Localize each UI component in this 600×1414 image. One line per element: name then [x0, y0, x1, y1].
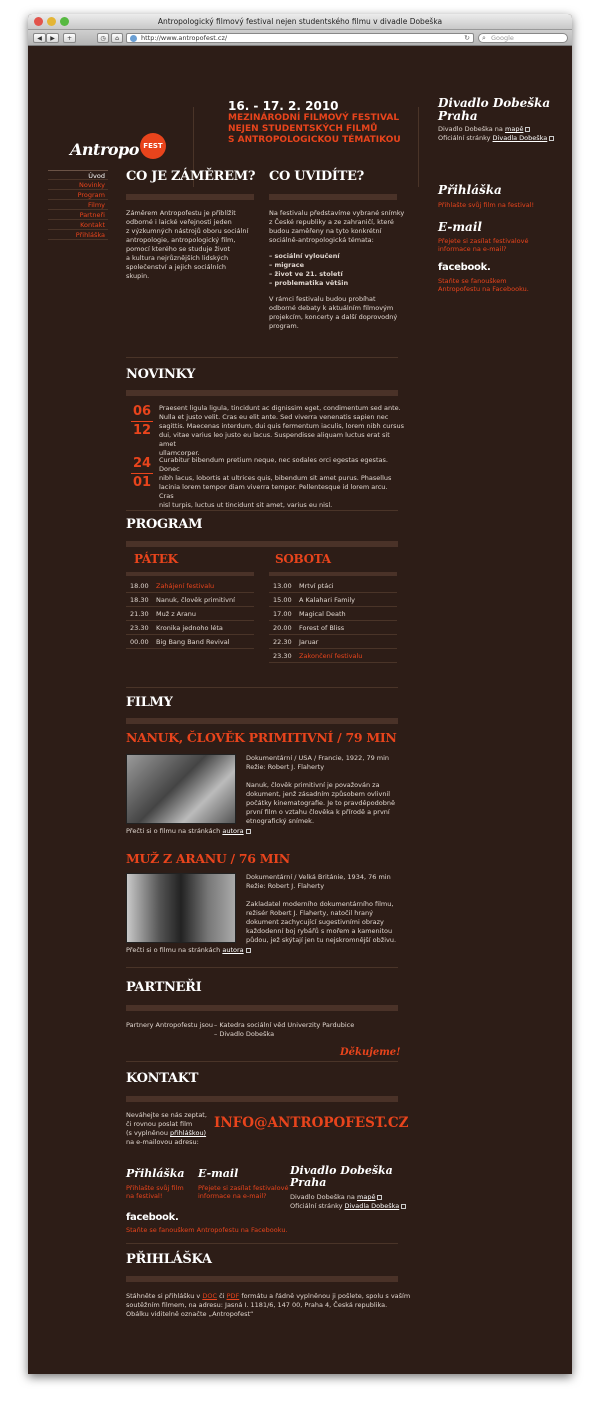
text-line: Záměrem Antropofestu je přiblížit: [126, 209, 236, 217]
text-line: informace na e-mail?: [438, 245, 507, 253]
text-line: a kultura nejrůznějších lidských: [126, 254, 229, 262]
section-bar: [126, 1005, 398, 1011]
text-line: sociálně-antropologická témata:: [269, 236, 374, 244]
topic-item: – migrace: [269, 261, 305, 269]
venue-title-line: Divadlo Dobeška: [290, 1164, 393, 1177]
side-email-title[interactable]: E-mail: [438, 220, 482, 234]
text-line: či: [219, 1292, 225, 1300]
schedule-time: 23.30: [130, 624, 149, 632]
partner-item: – Katedra sociální věd Univerzity Pardubice: [214, 1021, 355, 1029]
venue-map-link[interactable]: mapě: [357, 1193, 376, 1201]
schedule-row: [269, 650, 397, 663]
text-line: projekcím, koncerty a další doprovodný: [269, 313, 398, 321]
logo-badge: FEST: [140, 133, 166, 159]
contact-heading: KONTAKT: [126, 1071, 199, 1086]
header-divider: [418, 107, 419, 187]
text-line: Obálku viditelně označte „Antropofest“: [126, 1310, 254, 1318]
facebook-logo[interactable]: facebook.: [438, 262, 491, 273]
schedule-time: 00.00: [130, 638, 149, 646]
venue-map-link[interactable]: mapě: [505, 125, 524, 133]
text-line: (s vyplněnou: [126, 1129, 168, 1137]
side-email-link[interactable]: [438, 237, 548, 253]
contact-email[interactable]: INFO@ANTROPOFEST.CZ: [214, 1115, 409, 1131]
schedule-time: 13.00: [273, 582, 292, 590]
text-line: informace na e-mail?: [198, 1192, 267, 1200]
venue-links: [438, 125, 554, 143]
nav-item-program[interactable]: Program: [48, 190, 108, 200]
text-line: odborné debaty k aktuálním filmovým: [269, 304, 394, 312]
text-line: odborné i laické veřejnosti jeden: [126, 218, 232, 226]
schedule-row: [126, 622, 254, 635]
schedule-time: 15.00: [273, 596, 292, 604]
text-line: každodenní boj rybářů s mořem a kamenitou: [246, 927, 393, 935]
text-line: skupin.: [126, 272, 150, 280]
divider: [126, 1243, 398, 1244]
venue-site-link[interactable]: Divadla Dobeška: [492, 134, 548, 142]
section-bar: [269, 194, 397, 200]
schedule-time: 18.30: [130, 596, 149, 604]
contact-application-title[interactable]: Přihláška: [126, 1167, 185, 1180]
film-description: [246, 873, 411, 945]
close-button[interactable]: [34, 17, 43, 26]
text-line: soutěžním filmem, na adresu: Jasná I. 1181/6, 147 00, Praha 4, Česká republika.: [126, 1301, 388, 1309]
topic-item: – sociální vyloučení: [269, 252, 340, 260]
url-text: http://www.antropofest.cz/: [141, 34, 228, 42]
text-line: dui, vitae varius leo justo eu lacus. Suspendisse aliquam luctus erat sit amet: [159, 431, 390, 448]
nav-item-prihlaska[interactable]: Přihláška: [48, 230, 108, 240]
text-line: Staňte se fanouškem: [438, 277, 507, 285]
partners-list: [214, 1021, 354, 1039]
text-line: půdou, jež skýtají jen tu nejskromnější obživu.: [246, 936, 397, 944]
schedule-time: 23.30: [273, 652, 292, 660]
contact-text: [126, 1111, 207, 1147]
schedule-row: [126, 608, 254, 621]
contact-venue-links: [290, 1193, 406, 1211]
text-line: pomocí kterého se studuje život: [126, 245, 231, 253]
pdf-link[interactable]: PDF: [226, 1292, 240, 1300]
subtitle-line: MEZINÁRODNÍ FILMOVÝ FESTIVAL: [228, 113, 400, 123]
text-line: Antropofestu na Facebooku.: [438, 285, 529, 293]
schedule-event: A Kalahari Family: [299, 596, 355, 604]
news-month: 01: [132, 475, 152, 490]
schedule-event: Jaruar: [299, 638, 319, 646]
search-icon: ⌕: [482, 34, 486, 42]
news-day: 06: [132, 404, 152, 419]
schedule-time: 18.00: [130, 582, 149, 590]
site-logo[interactable]: [70, 131, 166, 167]
external-link-icon: [246, 948, 251, 953]
schedule-row: [269, 580, 397, 593]
schedule-row: [126, 594, 254, 607]
schedule-time: 17.00: [273, 610, 292, 618]
partners-intro: Partnery Antropofestu jsou: [126, 1021, 213, 1029]
film-meta: Dokumentární / Velká Británie, 1934, 76 min: [246, 873, 391, 881]
divider: [126, 357, 398, 358]
nav-item-kontakt[interactable]: Kontakt: [48, 220, 108, 230]
venue-title-line: Praha: [290, 1176, 327, 1189]
venue-title-line: Praha: [438, 109, 478, 123]
text-line: počátky kinematografie. Je to pravděpodobně: [246, 799, 395, 807]
text-line: dokument zachycující sugestivními obrazy: [246, 918, 384, 926]
contact-facebook-logo[interactable]: facebook.: [126, 1212, 179, 1223]
main-navigation: [48, 170, 108, 240]
side-application-title[interactable]: Přihláška: [438, 183, 502, 197]
text-line: Stáhněte si přihlášku v: [126, 1292, 201, 1300]
search-input[interactable]: [478, 33, 568, 43]
history-button[interactable]: ◷: [97, 33, 109, 43]
schedule-row: [269, 622, 397, 635]
aim-text: [126, 209, 254, 281]
section-bar: [126, 718, 398, 724]
subtitle-line: S ANTROPOLOGICKOU TÉMATIKOU: [228, 135, 401, 145]
contact-application-link[interactable]: Přihlašte svůj film na festival!: [126, 1184, 184, 1200]
film-photo-nanuk: [126, 754, 236, 824]
section-bar: [126, 541, 398, 547]
text-line: nibh lacus, lobortis at ultrices quis, bibendum sit amet purus. Phasellus: [159, 474, 392, 482]
divider: [126, 1061, 398, 1062]
divider: [126, 967, 398, 968]
side-application-link[interactable]: Přihlašte svůj film na festival!: [438, 201, 535, 209]
external-link-icon: [401, 1204, 406, 1209]
text-line: z výzkumných nástrojů oboru sociální: [126, 227, 249, 235]
film-more: [126, 946, 251, 955]
news-month: 12: [132, 423, 152, 438]
browser-toolbar: [28, 30, 572, 46]
text-line: Zakladatel moderního dokumentárního filmu,: [246, 900, 394, 908]
schedule-event[interactable]: Zahájení festivalu: [156, 582, 215, 590]
text-line: etnografický snímek.: [246, 817, 315, 825]
venue-site-label: Oficiální stránky: [438, 134, 491, 142]
schedule-event: Big Bang Band Revival: [156, 638, 230, 646]
film-director: Režie: Robert J. Flaherty: [246, 763, 325, 771]
text-line: antropologie, antropologický film,: [126, 236, 236, 244]
venue-site-label: Oficiální stránky: [290, 1202, 343, 1210]
subtitle-line: NEJEN STUDENTSKÝCH FILMŮ: [228, 124, 378, 134]
venue-map-label: Divadlo Dobeška na: [290, 1193, 355, 1201]
nav-item-filmy[interactable]: Filmy: [48, 200, 108, 210]
address-bar[interactable]: [126, 33, 474, 43]
text-line: formátu a řádně vyplněnou ji pošlete, spolu s vaším: [241, 1292, 411, 1300]
zoom-button[interactable]: [60, 17, 69, 26]
news-day: 24: [132, 456, 152, 471]
venue-map-label: Divadlo Dobeška na: [438, 125, 503, 133]
schedule-row: [126, 580, 254, 593]
schedule-event: Muž z Aranu: [156, 610, 197, 618]
aim-heading: CO JE ZÁMĚREM?: [126, 169, 256, 184]
schedule-event: Magical Death: [299, 610, 346, 618]
schedule-row: [269, 608, 397, 621]
application-link[interactable]: přihláškou): [170, 1129, 207, 1137]
film-title: MUŽ Z ARANU / 76 MIN: [126, 851, 290, 866]
forward-button[interactable]: ▶: [46, 33, 59, 43]
nav-item-partneri[interactable]: Partneři: [48, 210, 108, 220]
text-line: na e-mailovou adresu:: [126, 1138, 199, 1146]
film-description: [246, 754, 406, 826]
news-date: [131, 405, 153, 438]
text-line: Curabitur bibendum pretium neque, nec sodales orci egestas egestas. Donec: [159, 456, 388, 473]
film-photo-aran: [126, 873, 236, 943]
window-controls: [34, 17, 69, 26]
logo-word: Antropo: [70, 140, 139, 159]
text-line: z České republiky a ze zahraničí, které: [269, 218, 394, 226]
film-director: Režie: Robert J. Flaherty: [246, 882, 325, 890]
external-link-icon: [246, 829, 251, 834]
schedule-event: Forest of Bliss: [299, 624, 345, 632]
contact-email-title[interactable]: E-mail: [198, 1167, 239, 1180]
news-item-text: [159, 456, 404, 510]
text-line: společenství a jejich sociálních: [126, 263, 227, 271]
text-line: Praesent ligula ligula, tincidunt ac dignissim eget, condimentum sed ante.: [159, 404, 401, 412]
text-line: Neváhejte se nás zeptat,: [126, 1111, 207, 1119]
thanks-text: Děkujeme!: [340, 1047, 401, 1058]
section-bar: [126, 1276, 398, 1282]
add-bookmark-button[interactable]: +: [63, 33, 76, 43]
schedule-time: 21.30: [130, 610, 149, 618]
divider: [126, 687, 398, 688]
topic-item: – život ve 21. století: [269, 270, 343, 278]
news-item-text: [159, 404, 404, 458]
news-heading: NOVINKY: [126, 367, 196, 382]
venue-title-line: Divadlo Dobeška: [438, 96, 551, 110]
schedule-time: 20.00: [273, 624, 292, 632]
text-line: první film o vztahu člověka k přírodě a první: [246, 808, 390, 816]
topic-item: – problematika většin: [269, 279, 349, 287]
schedule-event: Mrtví ptáci: [299, 582, 334, 590]
schedule-row: [269, 636, 397, 649]
external-link-icon: [549, 136, 554, 141]
divider: [126, 510, 398, 511]
text-line: Staňte se fanouškem: [126, 1226, 195, 1234]
text-line: sagittis. Maecenas interdum, dui quis fermentum iaculis, lorem nibh cursus: [159, 422, 404, 430]
schedule-row: [126, 636, 254, 649]
text-line: nisl turpis, luctus ut tincidunt sit amet, varius eu nisl.: [159, 501, 333, 509]
venue-title: [438, 97, 550, 123]
text-line: režisér Robert J. Flaherty, natočil hraný: [246, 909, 374, 917]
text-line: Přejete si zasílat festivalové: [198, 1184, 289, 1192]
reload-icon[interactable]: ↻: [464, 34, 470, 42]
film-more: [126, 827, 251, 836]
home-icon[interactable]: ⌂: [111, 33, 123, 43]
window-title: Antropologický filmový festival nejen studentského filmu v divadle Dobeška: [157, 17, 443, 26]
film-author-link[interactable]: autora: [222, 827, 244, 835]
text-line: Nulla et justo velit. Cras eu elit ante. Sed viverra venenatis sapien nec: [159, 413, 389, 421]
contact-venue-title: [290, 1165, 393, 1189]
film-meta: Dokumentární / USA / Francie, 1922, 79 min: [246, 754, 390, 762]
films-heading: FILMY: [126, 695, 173, 710]
title-bar: [28, 14, 572, 30]
friday-heading: PÁTEK: [134, 552, 178, 566]
minimize-button[interactable]: [47, 17, 56, 26]
text-line: V rámci festivalu budou probíhat: [269, 295, 376, 303]
program-heading: PROGRAM: [126, 517, 203, 532]
saturday-heading: SOBOTA: [275, 552, 331, 566]
section-bar: [126, 1096, 398, 1102]
back-button[interactable]: ◀: [33, 33, 46, 43]
text-line: lacinia lorem tempor diam viverra tempor. Pellentesque id lorem arcu. Cras: [159, 483, 388, 500]
text-line: dokument, jenž zásadním způsobem ovlivnil: [246, 790, 391, 798]
festival-subtitle: [228, 113, 428, 146]
film-author-link[interactable]: autora: [222, 946, 244, 954]
section-bar: [126, 390, 398, 396]
venue-site-link[interactable]: Divadla Dobeška: [344, 1202, 400, 1210]
text-line: či rovnou poslat film: [126, 1120, 193, 1128]
partner-item: – Divadlo Dobeška: [214, 1030, 275, 1038]
side-facebook-link[interactable]: [438, 277, 548, 293]
nav-item-uvod[interactable]: Úvod: [48, 170, 108, 180]
text-line: Nanuk, člověk primitivní je považován za: [246, 781, 380, 789]
schedule-event[interactable]: Zakončení festivalu: [299, 652, 363, 660]
schedule-event: Kronika jednoho léta: [156, 624, 223, 632]
see-heading: CO UVIDÍTE?: [269, 169, 364, 184]
festival-date: 16. - 17. 2. 2010: [228, 99, 339, 113]
see-text: [269, 209, 409, 331]
browser-window: [28, 14, 572, 1374]
film-more-label: Přečti si o filmu na stránkách: [126, 946, 221, 954]
text-line: budou zaměřeny na tyto konkrétní: [269, 227, 382, 235]
application-text: [126, 1292, 416, 1319]
contact-facebook-link[interactable]: [126, 1226, 288, 1234]
search-placeholder: Google: [491, 34, 514, 42]
globe-icon: [130, 35, 137, 42]
web-page: [28, 47, 572, 1374]
external-link-icon: [377, 1195, 382, 1200]
nav-item-novinky[interactable]: Novinky: [48, 180, 108, 190]
section-bar: [269, 572, 397, 576]
text-line: ullamcorper.: [159, 449, 200, 457]
external-link-icon: [525, 127, 530, 132]
section-bar: [126, 194, 254, 200]
section-bar: [126, 572, 254, 576]
text-line: Antropofestu na Facebooku.: [196, 1226, 288, 1234]
text-line: Přejete si zasílat festivalové: [438, 237, 529, 245]
schedule-row: [269, 594, 397, 607]
doc-link[interactable]: DOC: [202, 1292, 218, 1300]
news-date: [131, 457, 153, 490]
application-heading: PŘIHLÁŠKA: [126, 1252, 212, 1267]
text-line: program.: [269, 322, 299, 330]
text-line: Na festivalu představíme vybrané snímky: [269, 209, 405, 217]
contact-email-link[interactable]: [198, 1184, 293, 1200]
schedule-time: 22.30: [273, 638, 292, 646]
film-more-label: Přečti si o filmu na stránkách: [126, 827, 221, 835]
schedule-event: Nanuk, člověk primitivní: [156, 596, 235, 604]
partners-heading: PARTNEŘI: [126, 980, 202, 995]
film-title: NANUK, ČLOVĚK PRIMITIVNÍ / 79 MIN: [126, 730, 397, 745]
